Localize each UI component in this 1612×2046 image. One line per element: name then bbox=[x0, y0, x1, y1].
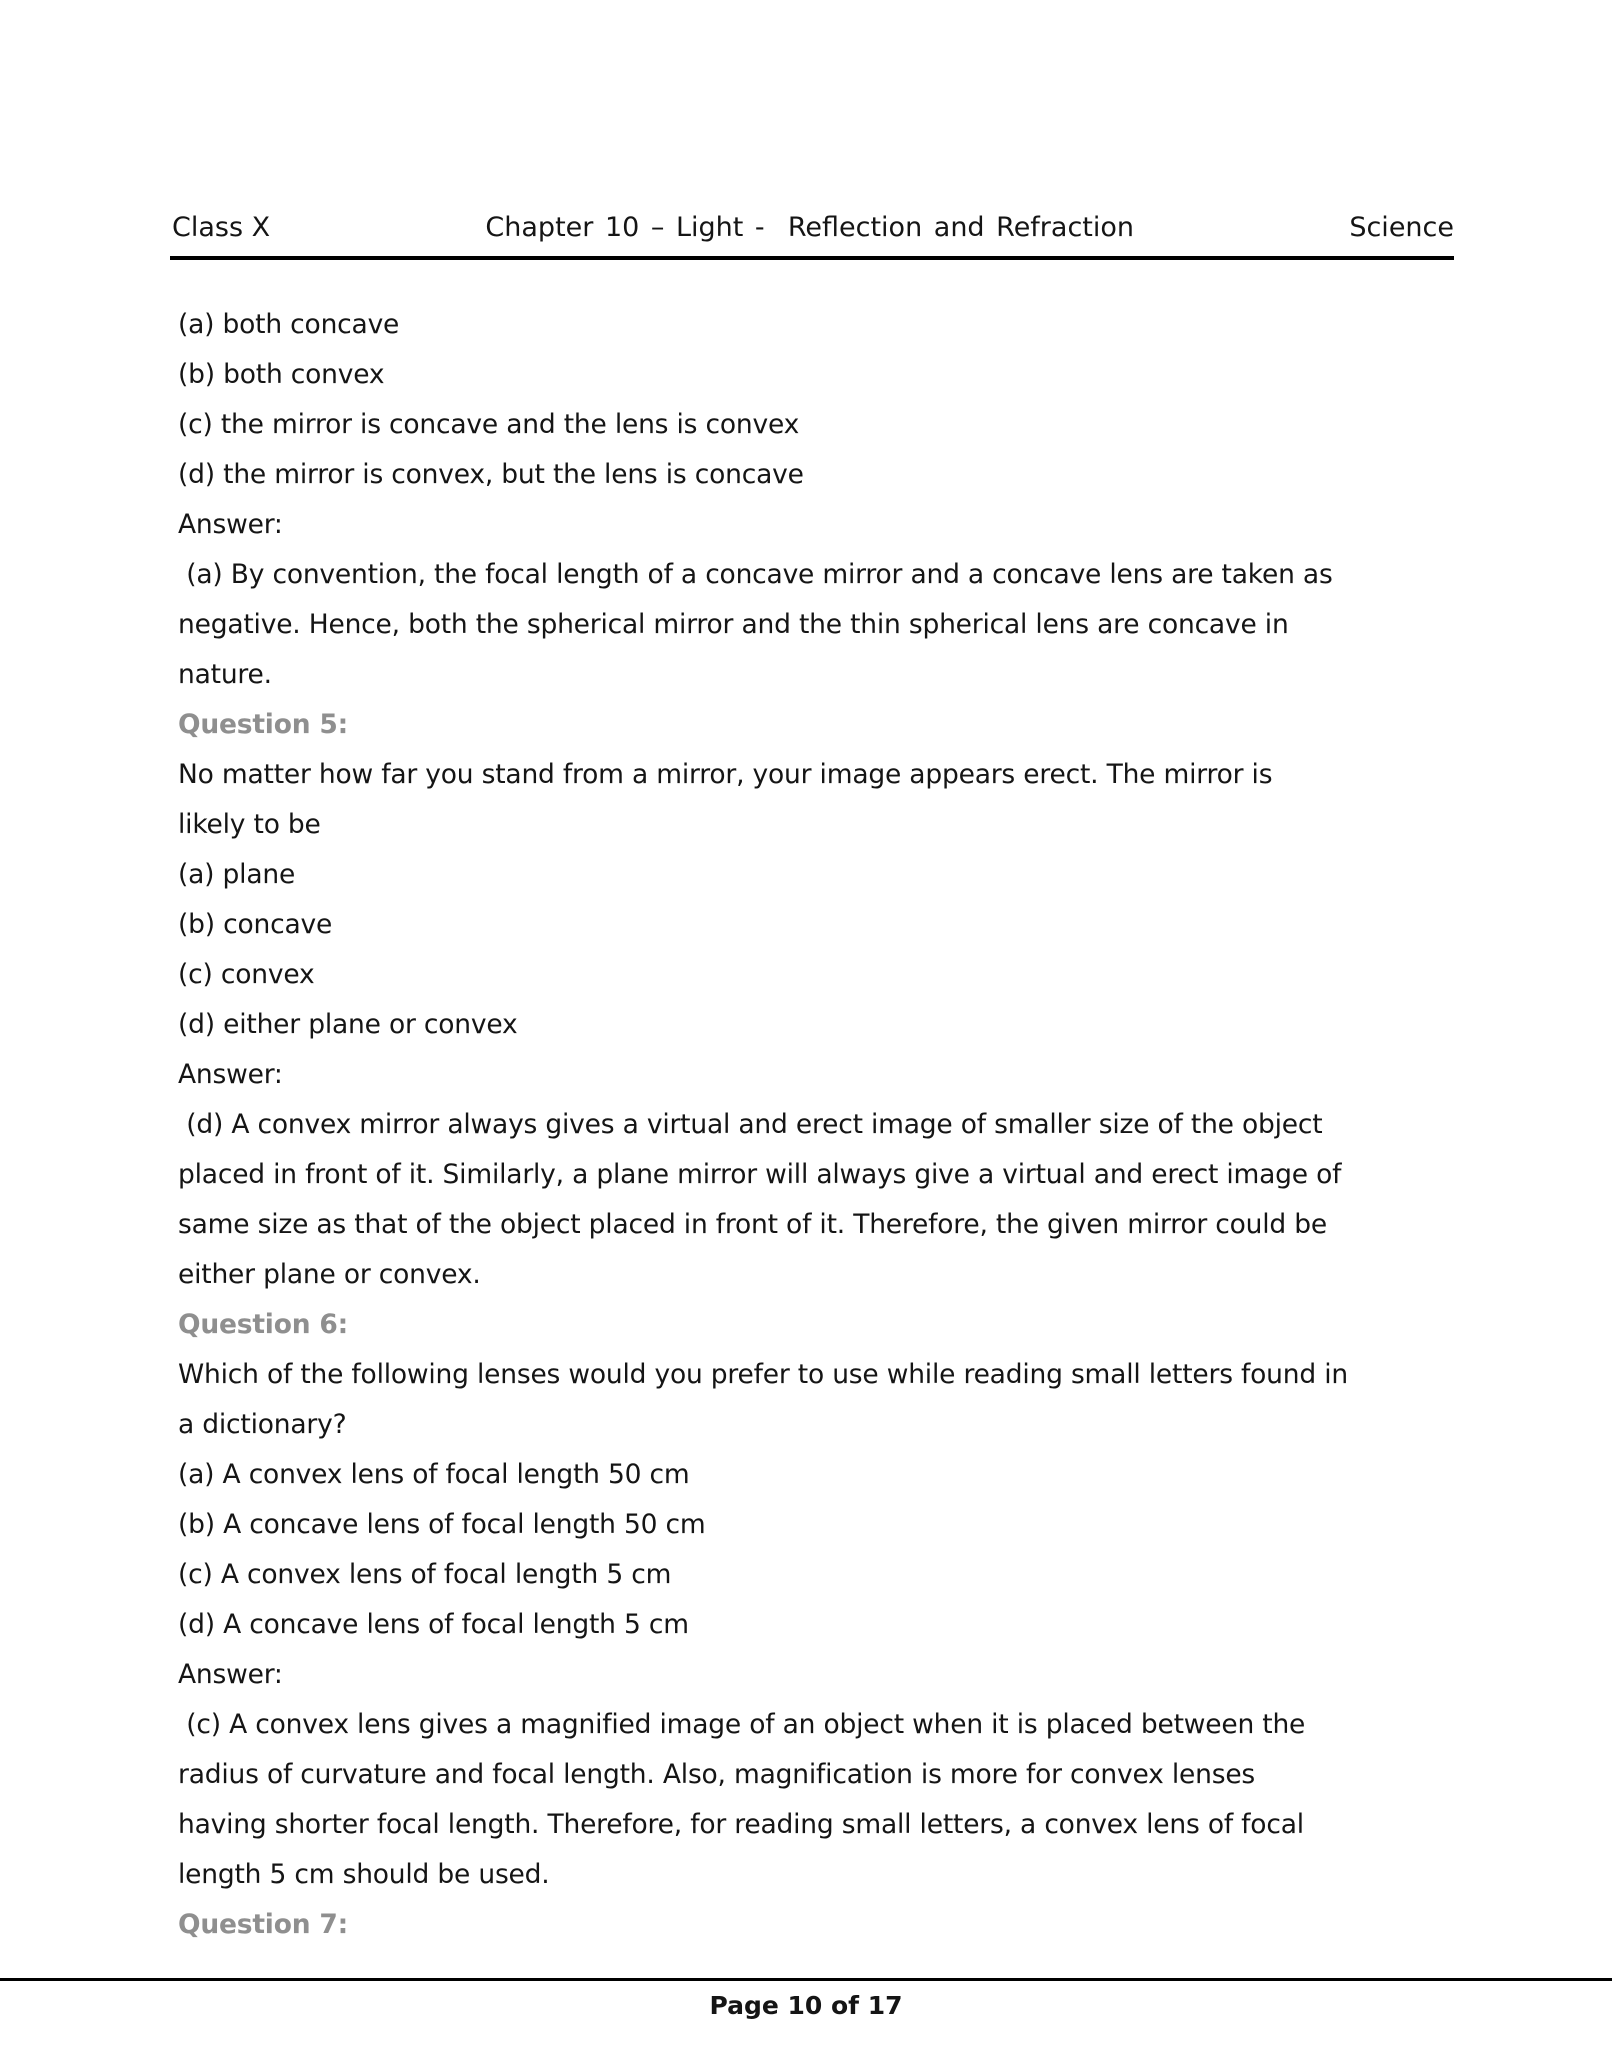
text-line: same size as that of the object placed in front of it. Therefore, the given mirror could be bbox=[178, 1209, 1327, 1240]
text-line: (d) either plane or convex bbox=[178, 1009, 518, 1040]
text-line: No matter how far you stand from a mirror, your image appears erect. The mirror is bbox=[178, 759, 1273, 790]
document-lines bbox=[178, 300, 1463, 1950]
text-line: (b) both convex bbox=[178, 359, 385, 390]
text-line: (d) A concave lens of focal length 5 cm bbox=[178, 1609, 689, 1640]
header-chapter-title: Chapter 10 – Light - Reflection and Refraction bbox=[485, 211, 1135, 243]
text-line: (c) A convex lens gives a magnified image of an object when it is placed between the bbox=[178, 1709, 1306, 1740]
text-line: (d) A convex mirror always gives a virtual and erect image of smaller size of the object bbox=[178, 1109, 1323, 1140]
text-line: likely to be bbox=[178, 809, 321, 840]
text-line: (a) plane bbox=[178, 859, 296, 890]
text-line: (a) both concave bbox=[178, 309, 400, 340]
text-line: having shorter focal length. Therefore, for reading small letters, a convex lens of focal bbox=[178, 1809, 1304, 1840]
text-line: (c) convex bbox=[178, 959, 315, 990]
text-line: (a) By convention, the focal length of a concave mirror and a concave lens are taken as bbox=[178, 559, 1333, 590]
text-line: radius of curvature and focal length. Also, magnification is more for convex lenses bbox=[178, 1759, 1256, 1790]
text-line: length 5 cm should be used. bbox=[178, 1859, 550, 1890]
header-subject-label: Science bbox=[1349, 211, 1454, 243]
footer-divider-rule bbox=[0, 1978, 1612, 1981]
question-heading: Question 5: bbox=[178, 709, 349, 740]
page-number: Page 10 of 17 bbox=[709, 1991, 903, 2020]
text-line: Which of the following lenses would you prefer to use while reading small letters found in bbox=[178, 1359, 1348, 1390]
text-line: (b) concave bbox=[178, 909, 333, 940]
text-line: either plane or convex. bbox=[178, 1259, 481, 1290]
text-line: (d) the mirror is convex, but the lens is concave bbox=[178, 459, 804, 490]
question-heading: Question 6: bbox=[178, 1309, 349, 1340]
question-heading: Question 7: bbox=[178, 1909, 349, 1940]
text-line: Answer: bbox=[178, 1659, 283, 1690]
text-line: placed in front of it. Similarly, a plane mirror will always give a virtual and erect image of bbox=[178, 1159, 1342, 1190]
text-line: negative. Hence, both the spherical mirror and the thin spherical lens are concave in bbox=[178, 609, 1289, 640]
text-line: (c) the mirror is concave and the lens is convex bbox=[178, 409, 800, 440]
text-line: nature. bbox=[178, 659, 272, 690]
text-line: (c) A convex lens of focal length 5 cm bbox=[178, 1559, 672, 1590]
text-line: (a) A convex lens of focal length 50 cm bbox=[178, 1459, 690, 1490]
text-line: Answer: bbox=[178, 509, 283, 540]
page-header bbox=[172, 204, 1454, 250]
text-line: (b) A concave lens of focal length 50 cm bbox=[178, 1509, 706, 1540]
text-line: a dictionary? bbox=[178, 1409, 347, 1440]
text-line: Answer: bbox=[178, 1059, 283, 1090]
header-divider-rule bbox=[170, 256, 1454, 260]
header-class-label: Class X bbox=[172, 211, 271, 243]
